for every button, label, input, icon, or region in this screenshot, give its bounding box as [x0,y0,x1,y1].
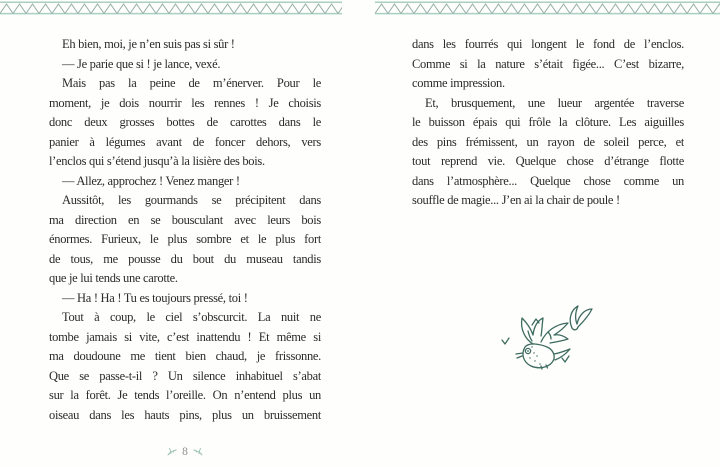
page-right [342,0,720,467]
text-line: dans les fourrés qui longent le fond de l’enclos. [412,37,684,51]
left-page-text [49,35,321,425]
flying-bird-icon [488,298,600,386]
footer-ornament-left-icon [167,447,177,457]
text-line: énormes. Furieux, le plus sombre et le plus fort [49,232,321,246]
text-line: Aussitôt, les gourmands se précipitent dans [62,193,321,207]
text-line: que je lui tends une carotte. [49,271,178,285]
text-line: panier à légumes avant de foncer dehors, vers [49,134,321,149]
text-line: Tout à coup, le ciel s’obscurcit. La nuit ne [62,310,321,324]
text-line: souffle de magie... J’en ai la chair de poule ! [412,193,620,207]
text-line: ma direction en se bousculant avec leurs bois [49,212,321,227]
text-line: — Ha ! Ha ! Tu es toujours pressé, toi ! [62,290,248,305]
page-number: 8 [182,446,188,458]
text-line: Que se passe-t-il ? Un silence inhabituel s’abat [49,368,321,383]
text-line: — Je parie que si ! je lance, vexé. [62,56,221,71]
text-line: ma doudoune me tient bien chaud, je frissonne. [49,349,321,363]
text-line: le buisson épais qui frôle la clôture. Les aiguilles [412,115,684,129]
right-page-text [412,35,684,211]
footer-ornament-right-icon [193,447,203,457]
text-line: comme impression. [412,76,505,90]
text-line: Eh bien, moi, je n’en suis pas si sûr ! [62,37,235,51]
text-line: Comme si la nature s’était figée... C’est bizarre, [412,56,684,71]
text-line: moment, je dois nourrir les rennes ! Je choisis [49,95,321,110]
text-line: de tous, me pousse du bout du museau tandis [49,251,321,266]
page-footer [49,443,321,461]
zigzag-border-icon [0,0,342,17]
text-line: Mais pas la peine de m’énerver. Pour le [62,76,321,90]
text-line: donc deux grosses bottes de carottes dans le [49,115,321,129]
text-line: tombe jamais si vite, c’est inattendu ! Et même si [49,329,321,344]
page-left [0,0,342,467]
text-line: — Allez, approchez ! Venez manger ! [62,173,240,188]
zigzag-border-icon [375,0,720,17]
text-line: Et, brusquement, une lueur argentée traverse [425,95,684,110]
text-line: des pins frémissent, un rayon de soleil perce, et [412,134,684,149]
text-line: oiseau dans les hauts pins, plus un bruissement [49,407,321,422]
text-line: l’enclos qui s’étend jusqu’à la lisière des bois. [49,154,265,168]
text-line: tout reprend vie. Quelque chose d’étrange flotte [412,154,684,168]
text-line: sur la forêt. Je tends l’oreille. On n’entend plus un [49,388,321,402]
text-line: dans l’atmosphère... Quelque chose comme un [412,173,684,188]
